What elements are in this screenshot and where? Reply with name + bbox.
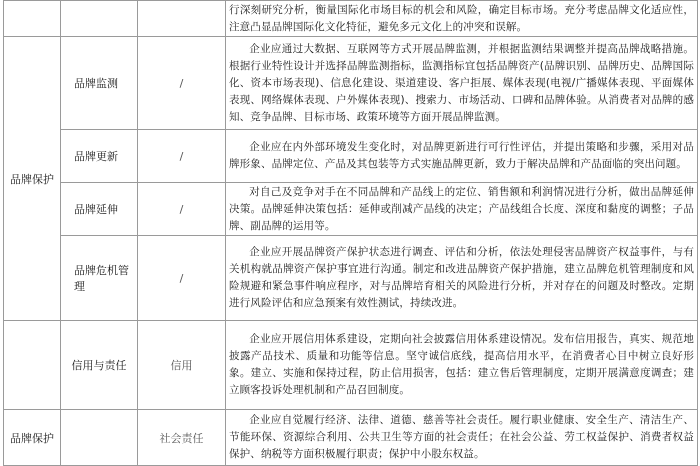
table-row <box>4 410 698 466</box>
item-social-responsibility: 社会责任 <box>138 410 226 466</box>
slash-cell: / <box>138 183 226 236</box>
slash-cell: / <box>138 37 226 130</box>
table-row <box>4 321 698 410</box>
slash-cell: / <box>138 130 226 183</box>
row-description: 企业应自觉履行经济、法律、道德、慈善等社会责任。履行职业健康、安全生产、清洁生产、节能环保、资源综合利用、公共卫生等方面的社会责任；在社会公益、劳工权益保护、消费者权益保护、纳税等方面积极履行职责；保护中小股东权益。 <box>226 410 698 466</box>
brand-standard-table <box>3 0 698 466</box>
table-row <box>4 37 698 130</box>
table-row <box>4 130 698 183</box>
row-description: 企业应通过大数据、互联网等方式开展品牌监测，并根据监测结果调整并提高品牌战略措施。根据行业特性设计并选择品牌监测指标，监测指标宜包括品牌资产(品牌识别、品牌历史、品牌国际化、资本市场表现)、信息化建设、渠道建设、客户拒展、媒体表现(电视/广播媒体表现、平面媒体表现、网络媒体表现、户外媒体表现)、搜索力、市场活动、口碑和品牌体验。从消费者对品牌的感知、竞争品牌、目标市场、政策环境等方面开展品牌监测。 <box>226 37 698 130</box>
item-brand-renewal: 品牌更新 <box>61 130 138 183</box>
row-description: 对自己及竞争对手在不同品牌和产品线上的定位、销售额和利润情况进行分析，做出品牌延伸决策。品牌延伸决策包括：延伸或削减产品线的决定；产品线组合长度、深度和黏度的调整；子品牌、副品牌的运用等。 <box>226 183 698 236</box>
category-brand-protection-footer: 品牌保护 <box>4 410 61 466</box>
row-description: 行深刻研究分析，衡量国际化市场目标的机会和风险，确定目标市场。充分考虑品牌文化适应性，注意凸显品牌国际化文化特征，避免多元文化上的冲突和误解。 <box>226 1 698 37</box>
row-description: 企业应开展信用体系建设，定期向社会披露信用体系建设情况。发布信用报告，真实、规范地披露产品技术、质量和功能等信息。坚守诚信底线，提高信用水平，在消费者心目中树立良好形象。建立、实施和保持过程，防止信用损害，包括：建立售后管理制度，定期开展满意度调查；建立顾客投诉处理机制和产品召回制度。 <box>226 321 698 410</box>
row-description: 企业应在内外部环境发生变化时，对品牌更新进行可行性评估，并提出策略和步骤，采用对品牌形象、品牌定位、产品及其包装等方式实施品牌更新，致力于解决品牌和产品面临的突出问题。 <box>226 130 698 183</box>
item-credit: 信用 <box>138 321 226 410</box>
item-credit-and-responsibility: 信用与责任 <box>61 321 138 410</box>
item-brand-crisis-management: 品牌危机管理 <box>61 236 138 321</box>
category-brand-protection: 品牌保护 <box>4 37 61 321</box>
item-brand-monitoring: 品牌监测 <box>61 37 138 130</box>
slash-cell: / <box>138 236 226 321</box>
table-row <box>4 236 698 321</box>
row-description: 企业应开展品牌资产保护状态进行调查、评估和分析，依法处理侵害品牌资产权益事件，与有关机构就品牌资产保护事宜进行沟通。制定和改进品牌资产保护措施，建立品牌危机管理制度和风险规避和紧急事件响应程序，对与品牌培育相关的风险进行分析，并对存在的问题及时整改。定期进行风险评估和应急预案有效性测试，持续改进。 <box>226 236 698 321</box>
table-row <box>4 1 698 37</box>
table-row <box>4 183 698 236</box>
item-brand-extension: 品牌延伸 <box>61 183 138 236</box>
